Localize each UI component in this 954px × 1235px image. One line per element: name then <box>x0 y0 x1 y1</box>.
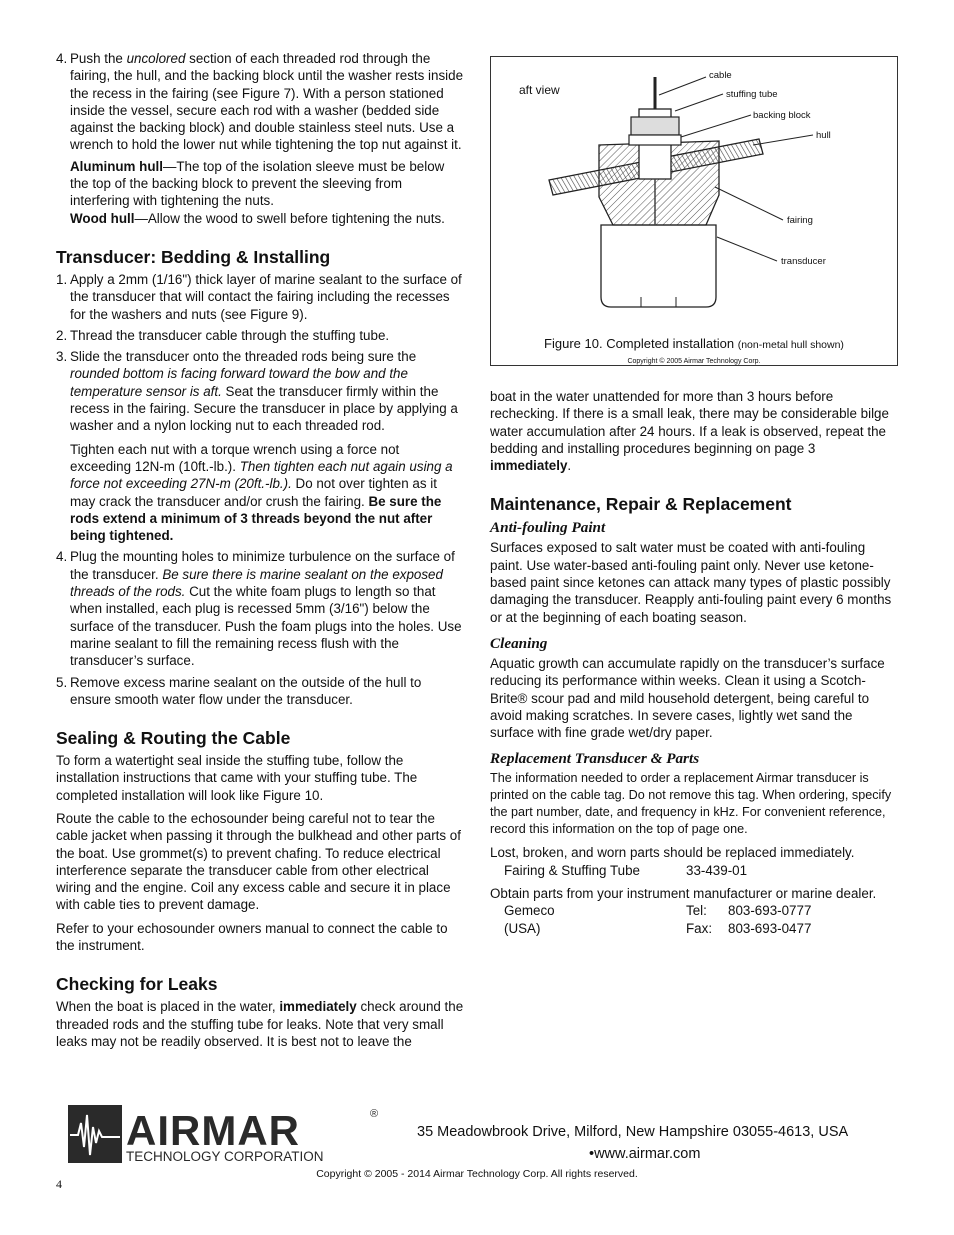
transducer-body <box>601 225 716 307</box>
logo-graphic <box>68 1105 388 1165</box>
list-item <box>56 674 464 709</box>
subsection-heading: Replacement Transducer & Parts <box>490 750 700 768</box>
bedding-steps <box>56 271 464 708</box>
fax-label: Fax: <box>686 920 713 936</box>
note-label: Aluminum hull <box>70 158 163 174</box>
cable-label: cable <box>709 70 732 81</box>
left-column <box>56 50 464 1056</box>
leader-line <box>753 135 813 145</box>
stuffing-tube-label: stuffing tube <box>726 89 778 100</box>
step-text: Apply a 2mm (1/16") thick layer of marine sealant to the surface of the transducer that will contact the fairing including the recesses for the washers and nuts (see Figure 9). <box>70 271 462 322</box>
figure-10 <box>490 56 898 366</box>
contact-row <box>490 920 900 937</box>
paragraph: Aquatic growth can accumulate rapidly on the transducer’s surface reducing its performance within weeks. Clean it using a Scotch-Brite® scour pad and mild household detergent, being careful to avoid making scratches. In severe cases, lightly wet sand the surface with fine grade wet/dry paper. <box>490 655 885 741</box>
leader-line <box>675 94 723 111</box>
paragraph <box>56 998 464 1050</box>
section-heading: Sealing & Routing the Cable <box>56 728 291 749</box>
paragraph <box>490 388 900 474</box>
page-number: 4 <box>56 1177 62 1191</box>
paragraph: The information needed to order a replacement Airmar transducer is printed on the cable tag. Do not remove this tag. When ordering, specify the part number, date, and frequency in kHz. For convenient reference, record this information on the top of page one. <box>490 771 892 837</box>
step-emphasis: Be sure there is marine sealant on the exposed threads of the rods. <box>70 566 443 600</box>
para-text: . <box>567 458 572 474</box>
fairing-label: fairing <box>787 215 813 226</box>
step-text: section of each threaded rod through the fairing, the hull, and the backing block until the washer rests inside the recess in the fairing (see Figure 7). With a person stationed inside the vessel, secure each rod with a washer (bedded side against the backing block) and double stainless steel nuts. Use a wrench to hold the lower nut while tightening the top nut against it. <box>70 51 464 153</box>
step-text: Slide the transducer onto the threaded rods being sure the <box>70 349 417 365</box>
contact-row <box>490 902 900 919</box>
paragraph: To form a watertight seal inside the stuffing tube, follow the installation instructions that came with your stuffing tube. The completed installation will look like Figure 10. <box>56 753 418 803</box>
step-emphasis: uncolored <box>126 51 186 66</box>
step-text: Push the <box>70 51 127 66</box>
step-number: 3. <box>56 349 68 365</box>
backing-block-label: backing block <box>753 110 811 121</box>
step-text: Seat the transducer firmly within the recess in the fairing. Secure the transducer in place by applying a washer and a nylon locking nut to each threaded rod. <box>70 383 458 434</box>
step-emphasis: Then tighten each nut again using a force not exceeding 27N-m (20ft.-lb.). <box>70 458 453 492</box>
installation-diagram <box>491 57 897 365</box>
step-number: 1. <box>56 271 68 287</box>
list-item <box>56 327 464 344</box>
logo-subtitle: TECHNOLOGY CORPORATION <box>126 1149 324 1164</box>
fax-number: 803-693-0477 <box>728 920 812 936</box>
paragraph: Lost, broken, and worn parts should be replaced immediately. <box>490 845 855 861</box>
backing-block-shape <box>629 135 681 145</box>
hull-label: hull <box>816 130 831 141</box>
section-heading: Maintenance, Repair & Replacement <box>490 494 792 515</box>
step-warning: Be sure the rods extend a minimum of 3 threads beyond the nut after being tightened. <box>70 493 442 544</box>
step-text: Do not over tighten as it may crack the transducer and/or crush the fairing. <box>70 476 437 509</box>
para-text: When the boat is placed in the water, <box>56 999 280 1015</box>
list-item <box>56 50 464 154</box>
step-number: 5. <box>56 674 68 690</box>
section-heading: Checking for Leaks <box>56 974 218 995</box>
tel-number: 803-693-0777 <box>728 903 812 919</box>
list-item <box>56 548 464 669</box>
step-text: Plug the mounting holes to minimize turbulence on the surface of the transducer. <box>70 549 455 582</box>
figure-caption <box>491 335 897 354</box>
step-text: Cut the white foam plugs to length so that when installed, each plug is recessed 5mm (3/16") below the surface of the transducer. Push the foam plugs into the holes. Use marine sealant to fill the remaining recess flush with the transducer’s surface. <box>70 584 462 669</box>
footer-copyright: Copyright © 2005 - 2014 Airmar Technology Corp. All rights reserved. <box>316 1168 638 1180</box>
paragraph: Obtain parts from your instrument manufacturer or marine dealer. <box>490 886 877 902</box>
note-label: Wood hull <box>70 210 135 226</box>
note-text: —Allow the wood to swell before tightening the nuts. <box>134 210 445 226</box>
nut-shape <box>631 117 679 135</box>
company-address: 35 Meadowbrook Drive, Milford, New Hampshire 03055-4613, USA <box>417 1124 849 1140</box>
step-emphasis: rounded bottom is facing forward toward the bow and the temperature sensor is aft. <box>70 366 408 399</box>
para-text: boat in the water unattended for more than 3 hours before rechecking. If there is a small leak, there may be considerable bilge water accumulation after 24 hours. If a leak is observed, repeat the bedding and installing procedures beginning on page 3 <box>490 389 889 456</box>
para-strong: immediately <box>279 999 357 1015</box>
para-text: check around the threaded rods and the stuffing tube for leaks. Note that very small leaks may not be readily observed. It is best not to leave the <box>56 999 464 1049</box>
subsection-heading: Cleaning <box>490 634 548 652</box>
list-item <box>56 271 464 323</box>
parts-row <box>490 862 900 879</box>
step-number: 4. <box>56 51 68 66</box>
caption-text: Figure 10. Completed installation <box>544 336 738 351</box>
para-strong: immediately <box>490 458 568 474</box>
leader-line <box>659 77 706 95</box>
part-name: Fairing & Stuffing Tube <box>504 862 640 878</box>
figure-copyright: Copyright © 2005 Airmar Technology Corp. <box>627 358 761 365</box>
dealer-country: (USA) <box>504 920 541 936</box>
company-website[interactable]: •www.airmar.com <box>589 1146 701 1162</box>
aluminum-hull-note <box>56 158 464 210</box>
subsection-heading: Anti-fouling Paint <box>490 519 606 537</box>
step-text: Remove excess marine sealant on the outside of the hull to ensure smooth water flow under the transducer. <box>70 674 422 707</box>
note-text: —The top of the isolation sleeve must be below the top of the backing block to prevent the sleeving from interfering with tightening the nuts. <box>70 158 445 209</box>
paragraph: Surfaces exposed to salt water must be coated with anti-fouling paint. Use water-based anti-fouling paint only. Never use ketone-based paint since ketones can attack many types of plastic possibly damaging the transducer. Reapply anti-fouling paint every 6 months or at the beginning of each boating season. <box>490 540 892 625</box>
tel-label: Tel: <box>686 903 707 919</box>
section-heading: Transducer: Bedding & Installing <box>56 246 331 267</box>
transducer-label: transducer <box>781 256 826 267</box>
registered-mark: ® <box>370 1108 379 1120</box>
caption-note: (non-metal hull shown) <box>737 339 844 351</box>
step-text: Tighten each nut with a torque wrench using a force not exceeding 12N-m (10ft.-lb.). <box>70 441 400 474</box>
step-text: Thread the transducer cable through the stuffing tube. <box>70 327 390 343</box>
list-item <box>56 348 464 544</box>
wood-hull-note <box>56 210 464 227</box>
step-number: 4. <box>56 549 68 565</box>
airmar-logo <box>68 1105 388 1165</box>
aft-view-label: aft view <box>519 83 560 97</box>
install-steps-continued <box>56 50 464 154</box>
leader-line <box>681 115 751 137</box>
right-column <box>490 388 900 937</box>
part-number: 33-439-01 <box>686 862 748 878</box>
paragraph: Refer to your echosounder owners manual to connect the cable to the instrument. <box>56 920 448 954</box>
dealer-name: Gemeco <box>504 903 555 919</box>
logo-wordmark: AIRMAR <box>126 1107 300 1154</box>
leader-line <box>717 237 777 261</box>
leader-line <box>715 187 783 220</box>
paragraph: Route the cable to the echosounder being careful not to tear the cable jacket when passing it through the bulkhead and other parts of the boat. Use grommet(s) to prevent chafing. To reduce electrical interference separate the transducer cable from other electrical wiring and the engine. Coil any excess cable and secure it in place with cable ties to prevent damage. <box>56 810 461 913</box>
torque-note <box>70 441 464 545</box>
step-number: 2. <box>56 327 68 343</box>
